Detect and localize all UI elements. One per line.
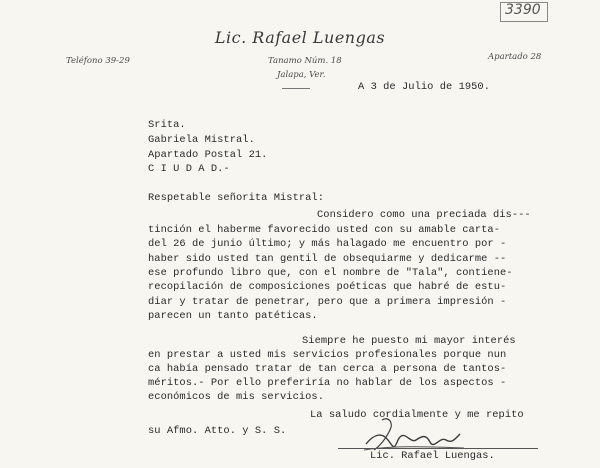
paragraph-1-line: tinción el haberme favorecido usted con su amable carta- [148, 224, 500, 236]
recipient-line: C I U D A D.- [148, 163, 230, 175]
recipient-line: Srita. [148, 119, 186, 131]
archive-number: 3390 [505, 2, 541, 18]
letterhead-name: Lic. Rafael Luengas [214, 28, 386, 47]
closing-line: La saludo cordialmente y me repito [310, 409, 524, 421]
letterhead-city: Jalapa, Ver. [277, 70, 326, 80]
salutation: Respetable señorita Mistral: [148, 192, 324, 204]
paragraph-1-line: Considero como una preciada dis--- [317, 209, 531, 221]
letterhead-address: Tanamo Núm. 18 [268, 56, 342, 66]
paragraph-1-line: del 26 de junio último; y más halagado me encuentro por - [148, 238, 507, 250]
paragraph-1-line: haber sido usted tan gentil de obsequiarme y dedicarme -- [148, 253, 507, 265]
paragraph-1-line: diar y tratar de penetrar, pero que a primera impresión - [148, 296, 507, 308]
paragraph-2-line: Siempre he puesto mi mayor interés [302, 335, 516, 347]
signature-rule [338, 448, 538, 449]
paragraph-2-line: económicos de mis servicios. [148, 391, 324, 403]
paragraph-2-line: méritos.- Por ello preferiría no hablar de los aspectos - [148, 377, 507, 389]
paragraph-1-line: ese profundo libro que, con el nombre de "Tala", contiene- [148, 267, 513, 279]
letterhead-divider [282, 88, 310, 89]
paragraph-2-line: en prestar a usted mis servicios profesionales porque nun [148, 349, 507, 361]
paragraph-2-line: ca había pensado tratar de tan cerca a persona de tantos- [148, 363, 507, 375]
recipient-line: Gabriela Mistral. [148, 134, 255, 146]
paragraph-1-line: recopilación de composiciones poéticas que habré de estu- [148, 281, 507, 293]
signature-name: Lic. Rafael Luengas. [370, 450, 495, 462]
paragraph-1-line: parecen un tanto patéticas. [148, 310, 318, 322]
letterhead-po-box: Apartado 28 [488, 52, 542, 62]
recipient-line: Apartado Postal 21. [148, 149, 268, 161]
letterhead-phone: Teléfono 39-29 [66, 56, 130, 66]
letter-date: A 3 de Julio de 1950. [358, 81, 490, 93]
closing-line: su Afmo. Atto. y S. S. [148, 425, 287, 437]
